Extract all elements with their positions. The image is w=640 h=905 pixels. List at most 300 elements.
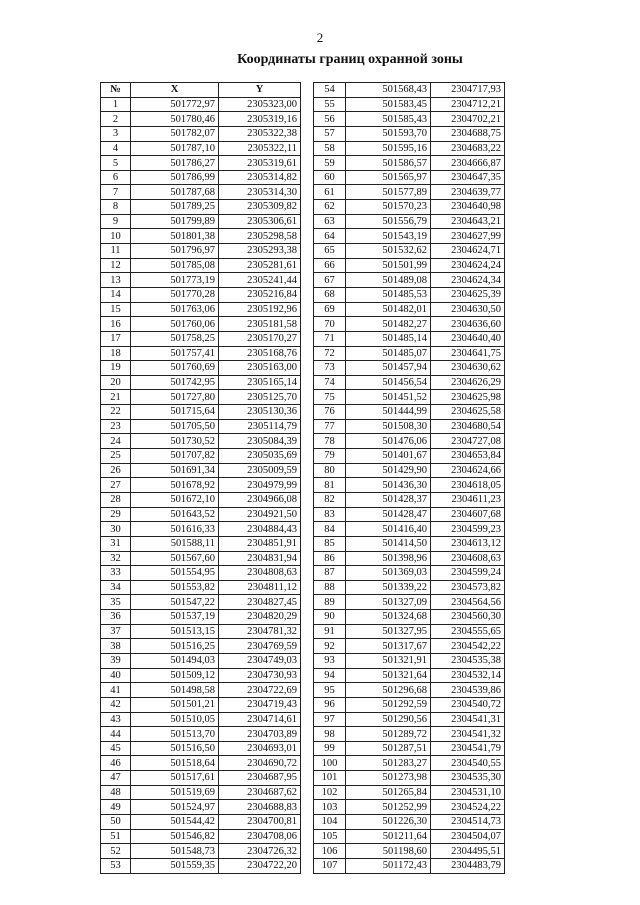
- x-coordinate-cell: 501451,52: [346, 390, 431, 405]
- table-row: [314, 287, 505, 302]
- point-number-cell: 89: [314, 595, 346, 610]
- y-coordinate-cell: 2305241,44: [219, 273, 301, 288]
- table-row: [101, 97, 301, 112]
- x-coordinate-cell: 501570,23: [346, 200, 431, 215]
- y-coordinate-cell: 2304573,82: [431, 580, 505, 595]
- table-row: [101, 229, 301, 244]
- y-coordinate-cell: 2304687,62: [219, 785, 301, 800]
- table-row: [101, 624, 301, 639]
- table-row: [101, 390, 301, 405]
- y-coordinate-cell: 2305114,79: [219, 419, 301, 434]
- y-coordinate-cell: 2304495,51: [431, 844, 505, 859]
- y-coordinate-cell: 2304827,45: [219, 595, 301, 610]
- x-coordinate-cell: 501287,51: [346, 741, 431, 756]
- x-coordinate-cell: 501211,64: [346, 829, 431, 844]
- y-coordinate-cell: 2305306,61: [219, 214, 301, 229]
- point-number-cell: 55: [314, 97, 346, 112]
- table-row: [101, 287, 301, 302]
- point-number-cell: 64: [314, 229, 346, 244]
- table-row: [101, 273, 301, 288]
- table-row: [101, 610, 301, 625]
- y-coordinate-cell: 2304599,24: [431, 566, 505, 581]
- x-coordinate-cell: 501559,35: [131, 858, 219, 873]
- table-row: [101, 741, 301, 756]
- point-number-cell: 67: [314, 273, 346, 288]
- point-number-cell: 29: [101, 507, 131, 522]
- table-row: [314, 463, 505, 478]
- y-coordinate-cell: 2304693,01: [219, 741, 301, 756]
- y-coordinate-cell: 2304560,30: [431, 610, 505, 625]
- point-number-cell: 49: [101, 800, 131, 815]
- x-coordinate-cell: 501457,94: [346, 361, 431, 376]
- table-row: [101, 492, 301, 507]
- y-coordinate-cell: 2304722,69: [219, 683, 301, 698]
- point-number-cell: 52: [101, 844, 131, 859]
- x-coordinate-cell: 501567,60: [131, 551, 219, 566]
- y-coordinate-cell: 2304624,24: [431, 258, 505, 273]
- y-coordinate-cell: 2304781,32: [219, 624, 301, 639]
- table-row: [101, 170, 301, 185]
- table-row: [101, 214, 301, 229]
- table-row: [101, 785, 301, 800]
- x-coordinate-cell: 501715,64: [131, 405, 219, 420]
- table-row: [314, 258, 505, 273]
- table-row: [314, 302, 505, 317]
- y-coordinate-cell: 2304722,20: [219, 858, 301, 873]
- table-row: [314, 800, 505, 815]
- y-coordinate-cell: 2304627,99: [431, 229, 505, 244]
- point-number-cell: 61: [314, 185, 346, 200]
- y-coordinate-cell: 2304726,32: [219, 844, 301, 859]
- y-coordinate-cell: 2304708,06: [219, 829, 301, 844]
- table-row: [314, 200, 505, 215]
- point-number-cell: 85: [314, 536, 346, 551]
- x-coordinate-cell: 501494,03: [131, 653, 219, 668]
- x-coordinate-cell: 501553,82: [131, 580, 219, 595]
- table-row: [314, 653, 505, 668]
- table-row: [314, 610, 505, 625]
- y-coordinate-cell: 2305181,58: [219, 317, 301, 332]
- x-coordinate-cell: 501290,56: [346, 712, 431, 727]
- point-number-cell: 73: [314, 361, 346, 376]
- x-coordinate-cell: 501546,82: [131, 829, 219, 844]
- point-number-cell: 58: [314, 141, 346, 156]
- x-coordinate-cell: 501760,69: [131, 361, 219, 376]
- point-number-cell: 56: [314, 112, 346, 127]
- y-coordinate-cell: 2304640,98: [431, 200, 505, 215]
- y-coordinate-cell: 2304625,58: [431, 405, 505, 420]
- y-coordinate-cell: 2304611,23: [431, 492, 505, 507]
- table-row: [314, 141, 505, 156]
- y-coordinate-cell: 2304647,35: [431, 170, 505, 185]
- y-coordinate-cell: 2304808,63: [219, 566, 301, 581]
- x-coordinate-cell: 501588,11: [131, 536, 219, 551]
- x-coordinate-cell: 501509,12: [131, 668, 219, 683]
- y-coordinate-cell: 2304653,84: [431, 449, 505, 464]
- y-coordinate-cell: 2304688,83: [219, 800, 301, 815]
- table-row: [101, 331, 301, 346]
- y-coordinate-cell: 2304680,54: [431, 419, 505, 434]
- y-coordinate-cell: 2304626,29: [431, 375, 505, 390]
- y-coordinate-cell: 2304640,40: [431, 331, 505, 346]
- point-number-cell: 93: [314, 653, 346, 668]
- table-row: [314, 712, 505, 727]
- table-row: [314, 170, 505, 185]
- x-coordinate-cell: 501583,45: [346, 97, 431, 112]
- x-coordinate-cell: 501616,33: [131, 522, 219, 537]
- point-number-cell: 45: [101, 741, 131, 756]
- point-number-cell: 43: [101, 712, 131, 727]
- y-coordinate-cell: 2304535,38: [431, 653, 505, 668]
- y-coordinate-cell: 2304542,22: [431, 639, 505, 654]
- table-row: [101, 258, 301, 273]
- table-row: [314, 390, 505, 405]
- point-number-cell: 35: [101, 595, 131, 610]
- y-coordinate-cell: 2304700,81: [219, 815, 301, 830]
- point-number-cell: 59: [314, 156, 346, 171]
- x-coordinate-cell: 501428,37: [346, 492, 431, 507]
- point-number-cell: 10: [101, 229, 131, 244]
- point-number-cell: 76: [314, 405, 346, 420]
- y-coordinate-cell: 2304539,86: [431, 683, 505, 698]
- header-x: X: [131, 83, 219, 98]
- y-coordinate-cell: 2304811,12: [219, 580, 301, 595]
- y-coordinate-cell: 2305035,69: [219, 449, 301, 464]
- x-coordinate-cell: 501727,80: [131, 390, 219, 405]
- table-row: [314, 566, 505, 581]
- x-coordinate-cell: 501398,96: [346, 551, 431, 566]
- y-coordinate-cell: 2305319,16: [219, 112, 301, 127]
- point-number-cell: 32: [101, 551, 131, 566]
- x-coordinate-cell: 501786,99: [131, 170, 219, 185]
- point-number-cell: 37: [101, 624, 131, 639]
- table-row: [101, 727, 301, 742]
- point-number-cell: 81: [314, 478, 346, 493]
- table-header-row: [101, 83, 301, 98]
- x-coordinate-cell: 501339,22: [346, 580, 431, 595]
- x-coordinate-cell: 501799,89: [131, 214, 219, 229]
- table-row: [314, 697, 505, 712]
- x-coordinate-cell: 501532,62: [346, 244, 431, 259]
- table-row: [314, 331, 505, 346]
- point-number-cell: 26: [101, 463, 131, 478]
- x-coordinate-cell: 501327,95: [346, 624, 431, 639]
- table-row: [314, 756, 505, 771]
- x-coordinate-cell: 501428,47: [346, 507, 431, 522]
- x-coordinate-cell: 501801,38: [131, 229, 219, 244]
- x-coordinate-cell: 501760,06: [131, 317, 219, 332]
- x-coordinate-cell: 501554,95: [131, 566, 219, 581]
- y-coordinate-cell: 2304703,89: [219, 727, 301, 742]
- point-number-cell: 36: [101, 610, 131, 625]
- y-coordinate-cell: 2304921,50: [219, 507, 301, 522]
- y-coordinate-cell: 2304524,22: [431, 800, 505, 815]
- page-number: 2: [316, 30, 324, 45]
- y-coordinate-cell: 2304540,72: [431, 697, 505, 712]
- point-number-cell: 92: [314, 639, 346, 654]
- x-coordinate-cell: 501327,09: [346, 595, 431, 610]
- y-coordinate-cell: 2305314,82: [219, 170, 301, 185]
- y-coordinate-cell: 2304624,66: [431, 463, 505, 478]
- table-row: [314, 346, 505, 361]
- y-coordinate-cell: 2305309,82: [219, 200, 301, 215]
- table-row: [101, 756, 301, 771]
- y-coordinate-cell: 2304719,43: [219, 697, 301, 712]
- point-number-cell: 5: [101, 156, 131, 171]
- x-coordinate-cell: 501321,64: [346, 668, 431, 683]
- table-row: [314, 771, 505, 786]
- table-row: [314, 829, 505, 844]
- point-number-cell: 57: [314, 126, 346, 141]
- x-coordinate-cell: 501789,25: [131, 200, 219, 215]
- x-coordinate-cell: 501787,68: [131, 185, 219, 200]
- x-coordinate-cell: 501643,52: [131, 507, 219, 522]
- table-row: [314, 639, 505, 654]
- coordinates-table-left: [100, 82, 301, 874]
- table-row: [314, 229, 505, 244]
- y-coordinate-cell: 2304541,31: [431, 712, 505, 727]
- point-number-cell: 79: [314, 449, 346, 464]
- x-coordinate-cell: 501198,60: [346, 844, 431, 859]
- point-number-cell: 22: [101, 405, 131, 420]
- table-row: [314, 83, 505, 98]
- table-row: [101, 185, 301, 200]
- point-number-cell: 8: [101, 200, 131, 215]
- y-coordinate-cell: 2304966,08: [219, 492, 301, 507]
- y-coordinate-cell: 2304666,87: [431, 156, 505, 171]
- point-number-cell: 46: [101, 756, 131, 771]
- x-coordinate-cell: 501513,70: [131, 727, 219, 742]
- point-number-cell: 63: [314, 214, 346, 229]
- y-coordinate-cell: 2305084,39: [219, 434, 301, 449]
- x-coordinate-cell: 501436,30: [346, 478, 431, 493]
- point-number-cell: 7: [101, 185, 131, 200]
- point-number-cell: 6: [101, 170, 131, 185]
- table-row: [101, 668, 301, 683]
- y-coordinate-cell: 2304541,32: [431, 727, 505, 742]
- point-number-cell: 47: [101, 771, 131, 786]
- point-number-cell: 96: [314, 697, 346, 712]
- point-number-cell: 72: [314, 346, 346, 361]
- x-coordinate-cell: 501485,14: [346, 331, 431, 346]
- point-number-cell: 82: [314, 492, 346, 507]
- x-coordinate-cell: 501369,03: [346, 566, 431, 581]
- point-number-cell: 77: [314, 419, 346, 434]
- table-row: [101, 156, 301, 171]
- x-coordinate-cell: 501773,19: [131, 273, 219, 288]
- point-number-cell: 106: [314, 844, 346, 859]
- x-coordinate-cell: 501273,98: [346, 771, 431, 786]
- y-coordinate-cell: 2304504,07: [431, 829, 505, 844]
- point-number-cell: 31: [101, 536, 131, 551]
- point-number-cell: 44: [101, 727, 131, 742]
- x-coordinate-cell: 501513,15: [131, 624, 219, 639]
- point-number-cell: 62: [314, 200, 346, 215]
- table-row: [101, 112, 301, 127]
- table-row: [101, 595, 301, 610]
- point-number-cell: 4: [101, 141, 131, 156]
- table-row: [314, 858, 505, 873]
- x-coordinate-cell: 501516,50: [131, 741, 219, 756]
- table-row: [314, 595, 505, 610]
- table-row: [101, 712, 301, 727]
- point-number-cell: 14: [101, 287, 131, 302]
- point-number-cell: 23: [101, 419, 131, 434]
- y-coordinate-cell: 2304643,21: [431, 214, 505, 229]
- y-coordinate-cell: 2305314,30: [219, 185, 301, 200]
- y-coordinate-cell: 2305281,61: [219, 258, 301, 273]
- y-coordinate-cell: 2304630,50: [431, 302, 505, 317]
- y-coordinate-cell: 2304630,62: [431, 361, 505, 376]
- point-number-cell: 53: [101, 858, 131, 873]
- x-coordinate-cell: 501707,82: [131, 449, 219, 464]
- table-row: [101, 683, 301, 698]
- table-row: [101, 800, 301, 815]
- y-coordinate-cell: 2305170,27: [219, 331, 301, 346]
- table-row: [101, 361, 301, 376]
- y-coordinate-cell: 2304683,22: [431, 141, 505, 156]
- table-row: [101, 639, 301, 654]
- y-coordinate-cell: 2304599,23: [431, 522, 505, 537]
- table-row: [101, 771, 301, 786]
- y-coordinate-cell: 2305165,14: [219, 375, 301, 390]
- point-number-cell: 1: [101, 97, 131, 112]
- point-number-cell: 27: [101, 478, 131, 493]
- point-number-cell: 69: [314, 302, 346, 317]
- table-row: [314, 375, 505, 390]
- point-number-cell: 102: [314, 785, 346, 800]
- x-coordinate-cell: 501785,08: [131, 258, 219, 273]
- point-number-cell: 30: [101, 522, 131, 537]
- point-number-cell: 105: [314, 829, 346, 844]
- x-coordinate-cell: 501482,27: [346, 317, 431, 332]
- x-coordinate-cell: 501568,43: [346, 83, 431, 98]
- table-row: [314, 551, 505, 566]
- point-number-cell: 104: [314, 815, 346, 830]
- x-coordinate-cell: 501265,84: [346, 785, 431, 800]
- table-row: [101, 375, 301, 390]
- point-number-cell: 91: [314, 624, 346, 639]
- x-coordinate-cell: 501585,43: [346, 112, 431, 127]
- point-number-cell: 50: [101, 815, 131, 830]
- point-number-cell: 11: [101, 244, 131, 259]
- x-coordinate-cell: 501556,79: [346, 214, 431, 229]
- x-coordinate-cell: 501780,46: [131, 112, 219, 127]
- y-coordinate-cell: 2304851,91: [219, 536, 301, 551]
- table-row: [314, 97, 505, 112]
- x-coordinate-cell: 501742,95: [131, 375, 219, 390]
- y-coordinate-cell: 2304769,59: [219, 639, 301, 654]
- table-row: [314, 112, 505, 127]
- table-row: [101, 434, 301, 449]
- x-coordinate-cell: 501678,92: [131, 478, 219, 493]
- table-row: [101, 580, 301, 595]
- y-coordinate-cell: 2304702,21: [431, 112, 505, 127]
- y-coordinate-cell: 2304624,34: [431, 273, 505, 288]
- y-coordinate-cell: 2304514,73: [431, 815, 505, 830]
- y-coordinate-cell: 2305130,36: [219, 405, 301, 420]
- x-coordinate-cell: 501283,27: [346, 756, 431, 771]
- coordinates-table-right: [313, 82, 505, 874]
- x-coordinate-cell: 501489,08: [346, 273, 431, 288]
- y-coordinate-cell: 2304820,29: [219, 610, 301, 625]
- y-coordinate-cell: 2304625,98: [431, 390, 505, 405]
- table-row: [101, 126, 301, 141]
- x-coordinate-cell: 501758,25: [131, 331, 219, 346]
- point-number-cell: 54: [314, 83, 346, 98]
- point-number-cell: 70: [314, 317, 346, 332]
- point-number-cell: 74: [314, 375, 346, 390]
- point-number-cell: 88: [314, 580, 346, 595]
- table-row: [101, 346, 301, 361]
- point-number-cell: 12: [101, 258, 131, 273]
- table-row: [314, 668, 505, 683]
- x-coordinate-cell: 501730,52: [131, 434, 219, 449]
- x-coordinate-cell: 501516,25: [131, 639, 219, 654]
- table-row: [314, 580, 505, 595]
- y-coordinate-cell: 2304483,79: [431, 858, 505, 873]
- y-coordinate-cell: 2305192,96: [219, 302, 301, 317]
- table-row: [314, 405, 505, 420]
- x-coordinate-cell: 501416,40: [346, 522, 431, 537]
- table-row: [101, 858, 301, 873]
- x-coordinate-cell: 501501,21: [131, 697, 219, 712]
- x-coordinate-cell: 501595,16: [346, 141, 431, 156]
- x-coordinate-cell: 501324,68: [346, 610, 431, 625]
- point-number-cell: 17: [101, 331, 131, 346]
- x-coordinate-cell: 501508,30: [346, 419, 431, 434]
- point-number-cell: 16: [101, 317, 131, 332]
- y-coordinate-cell: 2304727,08: [431, 434, 505, 449]
- x-coordinate-cell: 501787,10: [131, 141, 219, 156]
- point-number-cell: 84: [314, 522, 346, 537]
- table-row: [101, 405, 301, 420]
- y-coordinate-cell: 2305322,38: [219, 126, 301, 141]
- x-coordinate-cell: 501226,30: [346, 815, 431, 830]
- x-coordinate-cell: 501786,27: [131, 156, 219, 171]
- table-row: [314, 536, 505, 551]
- y-coordinate-cell: 2305163,00: [219, 361, 301, 376]
- point-number-cell: 97: [314, 712, 346, 727]
- table-row: [101, 244, 301, 259]
- y-coordinate-cell: 2304690,72: [219, 756, 301, 771]
- y-coordinate-cell: 2305298,58: [219, 229, 301, 244]
- y-coordinate-cell: 2304687,95: [219, 771, 301, 786]
- table-row: [101, 551, 301, 566]
- point-number-cell: 48: [101, 785, 131, 800]
- y-coordinate-cell: 2304979,99: [219, 478, 301, 493]
- y-coordinate-cell: 2304884,43: [219, 522, 301, 537]
- point-number-cell: 94: [314, 668, 346, 683]
- table-row: [101, 815, 301, 830]
- x-coordinate-cell: 501476,06: [346, 434, 431, 449]
- table-row: [101, 829, 301, 844]
- y-coordinate-cell: 2305009,59: [219, 463, 301, 478]
- x-coordinate-cell: 501485,53: [346, 287, 431, 302]
- x-coordinate-cell: 501782,07: [131, 126, 219, 141]
- y-coordinate-cell: 2304555,65: [431, 624, 505, 639]
- x-coordinate-cell: 501498,58: [131, 683, 219, 698]
- x-coordinate-cell: 501296,68: [346, 683, 431, 698]
- table-row: [101, 141, 301, 156]
- x-coordinate-cell: 501757,41: [131, 346, 219, 361]
- table-row: [314, 492, 505, 507]
- x-coordinate-cell: 501485,07: [346, 346, 431, 361]
- x-coordinate-cell: 501705,50: [131, 419, 219, 434]
- point-number-cell: 18: [101, 346, 131, 361]
- table-row: [314, 741, 505, 756]
- table-row: [314, 156, 505, 171]
